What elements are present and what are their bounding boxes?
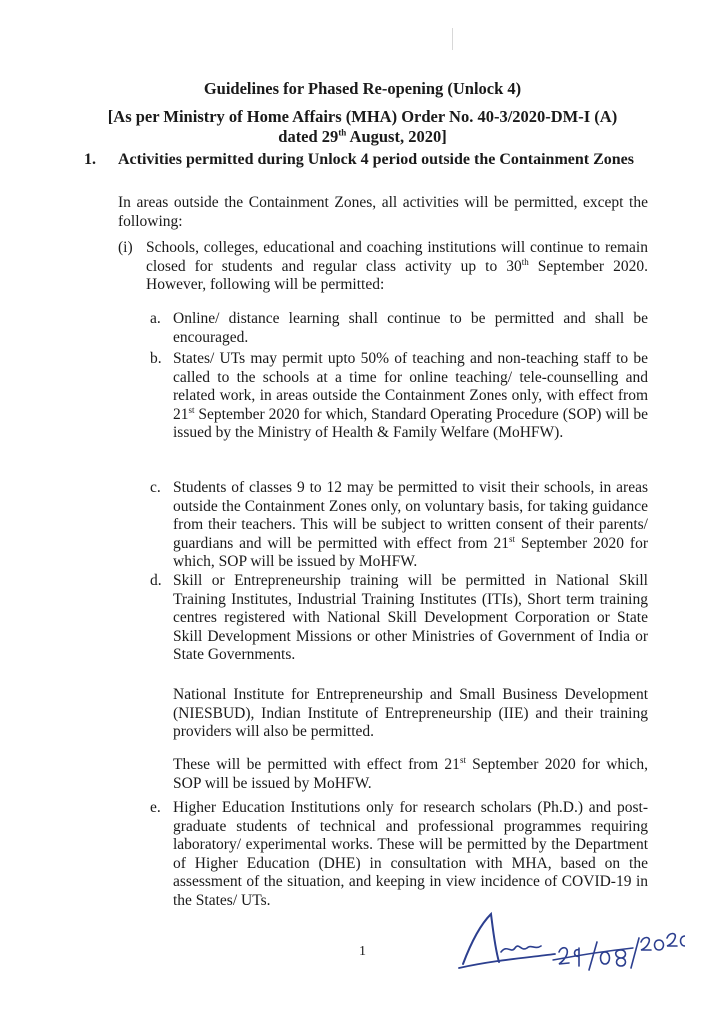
item-a-marker: a. (150, 310, 161, 327)
item-c-marker: c. (150, 479, 161, 496)
document-title: Guidelines for Phased Re-opening (Unlock 4) (203, 79, 522, 98)
item-b-text-1: States/ UTs may permit upto 50% of teaching and non-teaching staff to be called to the schools at a time for online teaching/ tele-counselling and related work, in areas outside the Containment Zones only, with effect from 21 (173, 350, 648, 423)
item-i-text-1: Schools, colleges, educational and coaching institutions will continue to remain closed for students and regular class activity up to 30 (146, 239, 648, 275)
scan-artifact-line (452, 28, 453, 50)
item-c-text (173, 479, 648, 572)
item-i-sup: th (521, 256, 529, 267)
handwritten-signature (455, 908, 685, 978)
order-date-suffix: August, 2020] (346, 127, 447, 146)
signature-date-glyphs (559, 934, 685, 971)
order-date-sup: th (338, 127, 347, 138)
item-c-text-2: September 2020 for which, SOP will be issued by MoHFW. (173, 534, 649, 570)
item-d-p3-text-2: September 2020 for which, SOP will be issued by MoHFW. (173, 756, 648, 792)
item-d-text: Skill or Entrepreneurship training will be permitted in National Skill Training Institutes, Industrial Training Institutes (ITIs), Short term training centres registered with National Skill Development Corporation or State Skill Development Missions or other Ministries of Government of India or State Governments. (173, 572, 648, 663)
item-e-marker: e. (150, 799, 161, 816)
item-b-text (173, 350, 648, 443)
item-e-text: Higher Education Institutions only for research scholars (Ph.D.) and post-graduate students of technical and professional programmes requiring laboratory/ experimental works. These will be permitted by the Department of Higher Education (DHE) in consultation with MHA, based on the assessment of the situation, and keeping in view incidence of COVID-19 in the States/ UTs. (173, 799, 648, 909)
item-c-sup: st (509, 533, 516, 544)
item-b-text-2: September 2020 for which, Standard Operating Procedure (SOP) will be issued by the Ministry of Health & Family Welfare (MoHFW). (173, 405, 648, 441)
item-d-paragraph-2: National Institute for Entrepreneurship and Small Business Development (NIESBUD), Indian Institute of Entrepreneurship (IIE) and their training providers will also be permitted. (173, 686, 648, 740)
item-b-marker: b. (150, 350, 162, 367)
item-d-p3-text-1: These will be permitted with effect from 21 (173, 756, 460, 773)
item-i-marker: (i) (118, 239, 133, 256)
section-intro: In areas outside the Containment Zones, all activities will be permitted, except the following: (118, 194, 648, 230)
item-d-p3-sup: st (459, 754, 466, 765)
item-i-text (146, 239, 648, 295)
item-b-sup: st (188, 404, 195, 415)
item-i-text-2: September 2020. However, following will be permitted: (146, 257, 648, 293)
order-date-prefix: dated 29 (278, 127, 339, 146)
order-reference: [As per Ministry of Home Affairs (MHA) Order No. 40-3/2020-DM-I (A) (107, 107, 618, 126)
item-a-text: Online/ distance learning shall continue to be permitted and shall be encouraged. (173, 310, 648, 346)
section-title: Activities permitted during Unlock 4 period outside the Containment Zones (118, 151, 634, 168)
item-c-text-1: Students of classes 9 to 12 may be permitted to visit their schools, in areas outside the Containment Zones only, on voluntary basis, for taking guidance from their teachers. This will be subject to written consent of their parents/ guardians and will be permitted with effect from 21 (173, 479, 648, 552)
section-number: 1. (84, 151, 96, 168)
page-number: 1 (359, 944, 366, 959)
order-date (0, 126, 725, 147)
item-d-marker: d. (150, 572, 162, 589)
item-d-paragraph-3 (173, 756, 648, 793)
